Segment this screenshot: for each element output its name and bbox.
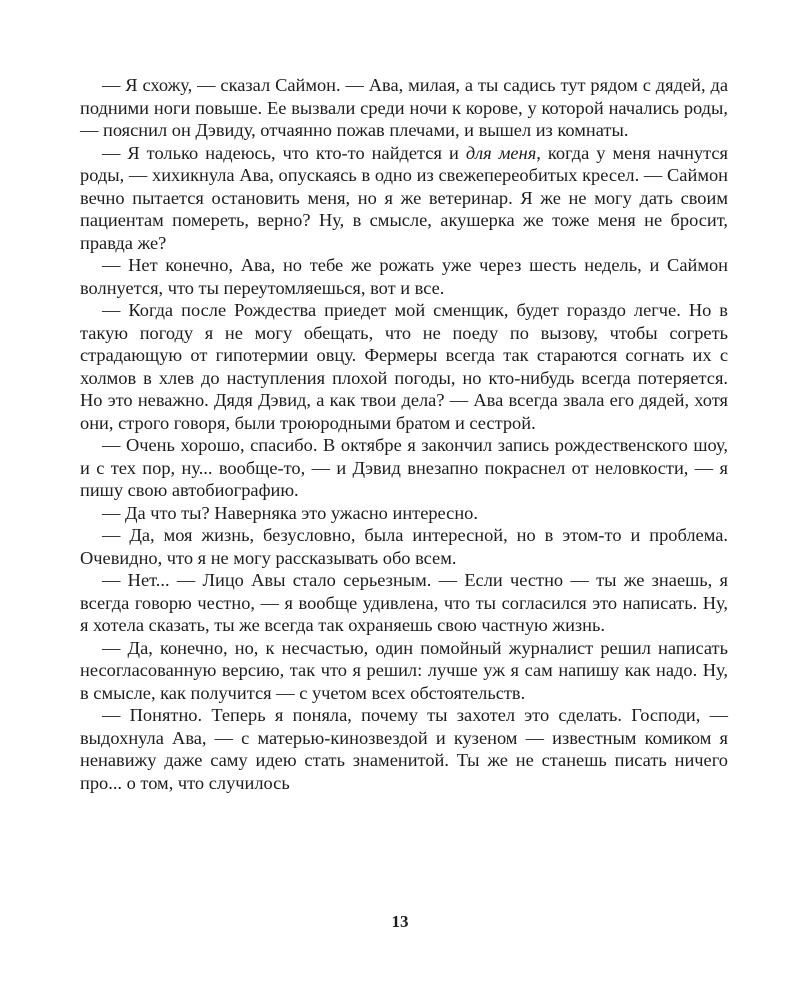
page-number: 13 <box>391 912 409 931</box>
paragraph-3: — Нет конечно, Ава, но тебе же рожать уже через шесть недель, и Саймон волнуется, что ты переутомляешься, вот и все. <box>80 255 728 298</box>
paragraph-10: — Понятно. Теперь я поняла, почему ты захотел это сделать. Господи, — выдохнула Ава, — с матерью-кинозвездой и кузеном — известным комиком я ненавижу даже саму идею стать знаменитой. Ты же не станешь писать ничего про... о том, что случилось <box>80 705 728 793</box>
paragraph-7: — Да, моя жизнь, безусловно, была интересной, но в этом-то и проблема. Очевидно, что я не могу рассказывать обо всем. <box>80 525 728 568</box>
paragraph-8: — Нет... — Лицо Авы стало серьезным. — Если честно — ты же знаешь, я всегда говорю честно, — я вообще удивлена, что ты согласился это написать. Ну, я хотела сказать, ты же всегда так охраняешь свою частную жизнь. <box>80 570 728 635</box>
paragraph-9: — Да, конечно, но, к несчастью, один помойный журналист решил написать несогласованную версию, так что я решил: лучше уж я сам напишу как надо. Ну, в смысле, как получится — с учетом всех обстоятельств. <box>80 637 728 703</box>
paragraph-6: — Да что ты? Наверняка это ужасно интересно. <box>102 502 478 523</box>
page-body <box>80 74 728 954</box>
paragraph-2 <box>80 142 728 255</box>
paragraph-1: — Я схожу, — сказал Саймон. — Ава, милая, а ты садись тут рядом с дядей, да подними ноги повыше. Ее вызвали среди ночи к корове, у которой начались роды, — пояснил он Дэвиду, отчаянно пожав плечами, и вышел из комнаты. <box>80 75 728 140</box>
paragraph-5: — Очень хорошо, спасибо. В октябре я закончил запись рождественского шоу, и с тех пор, ну... вообще-то, — и Дэвид внезапно покраснел от неловкости, — я пишу свою автобиографию. <box>80 435 728 500</box>
paragraph-2-start: — Я только надеюсь, что кто-то найдется и <box>102 142 466 163</box>
italic-phrase: для меня <box>465 142 537 163</box>
paragraph-2-end: , когда у меня начнутся роды, — хихикнула Ава, опускаясь в одно из свежепереобитых кресел. — Саймон вечно пытается остановить меня, но я же ветеринар. Я же не могу дать своим пациентам помереть, верно? Ну, в смысле, акушерка же тоже меня не бросит, правда же? <box>80 142 729 253</box>
paragraph-4: — Когда после Рождества приедет мой сменщик, будет гораздо легче. Но в такую погоду я не могу обещать, что не поеду по вызову, чтобы согреть страдающую от гипотермии овцу. Фермеры всегда так стараются согнать их с холмов в хлев до наступления плохой погоды, но кто-нибудь всегда потеряется. Но это неважно. Дядя Дэвид, а как твои дела? — Ава всегда звала его дядей, хотя они, строго говоря, были троюродными братом и сестрой. <box>80 300 728 433</box>
